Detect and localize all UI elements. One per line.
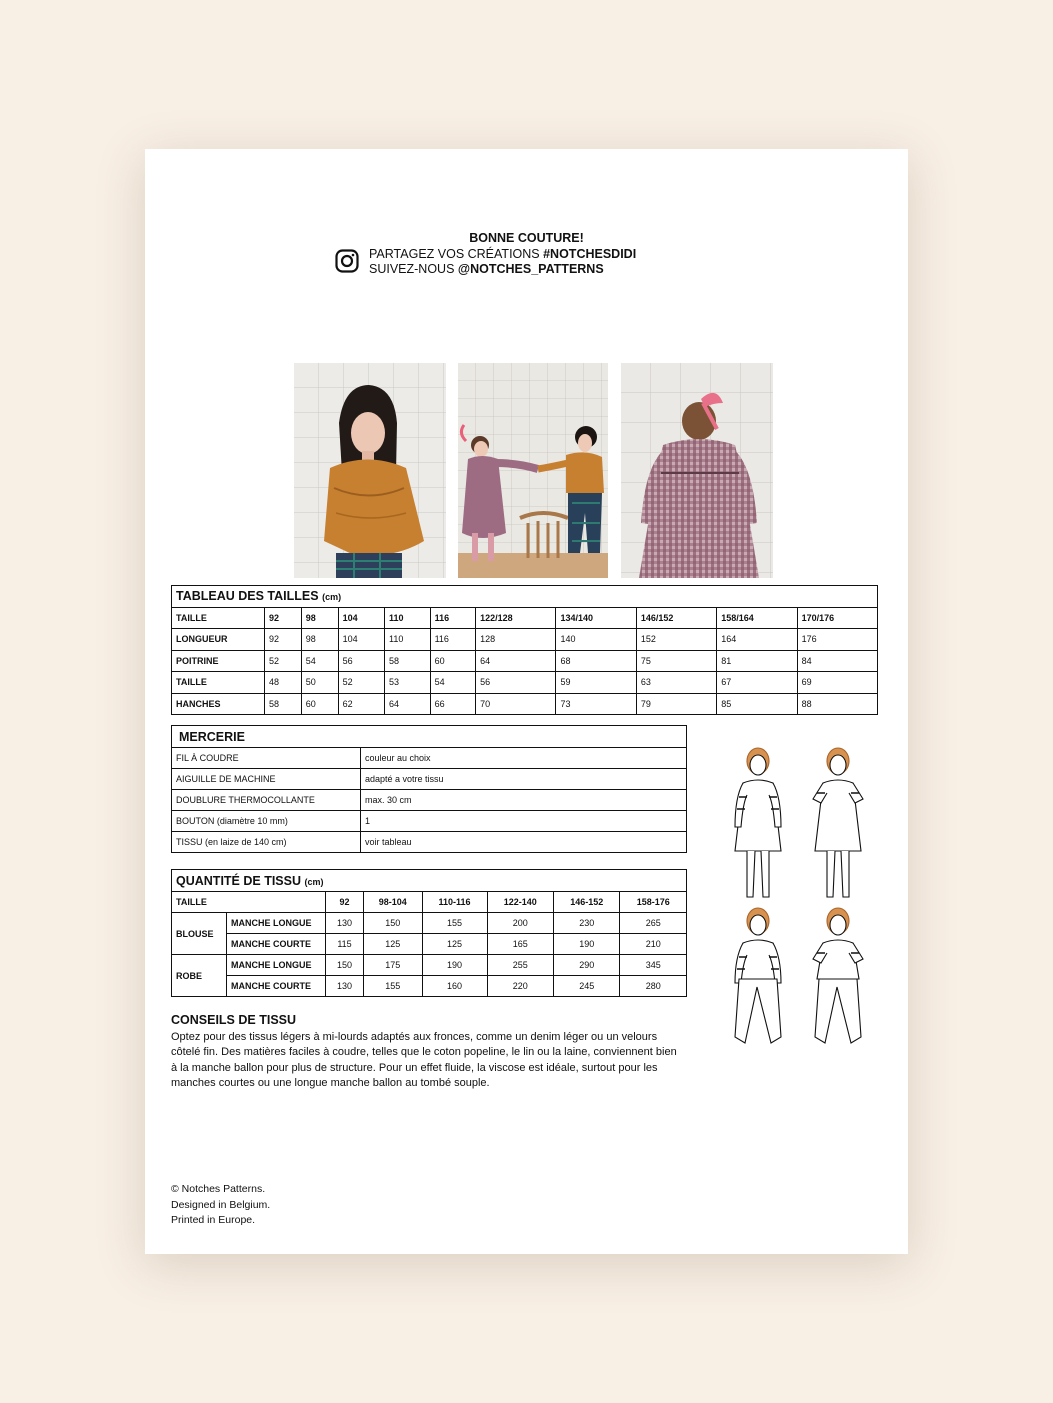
instagram-icon — [335, 249, 359, 273]
sketch-blouse-long — [735, 908, 781, 1043]
quantity-cell: 290 — [553, 955, 619, 976]
photo-dress-back — [621, 363, 773, 578]
sketch-dress-long — [735, 748, 781, 897]
follow-line — [369, 262, 604, 277]
size-row — [172, 650, 878, 672]
size-cell: 88 — [797, 693, 877, 715]
quantity-cell: 280 — [620, 976, 687, 997]
sketch-blouse-short — [813, 908, 863, 1043]
size-table — [171, 585, 878, 715]
quantity-cell: 115 — [326, 934, 364, 955]
size-table-title-text: TABLEAU DES TAILLES — [176, 589, 319, 604]
quantity-cell: 150 — [364, 913, 423, 934]
quantity-row-label: MANCHE COURTE — [227, 976, 326, 997]
quantity-cell: 125 — [364, 934, 423, 955]
size-cell: 75 — [636, 650, 716, 672]
size-cell: 52 — [338, 672, 384, 694]
size-cell: 53 — [385, 672, 431, 694]
size-cell: 73 — [556, 693, 636, 715]
quantity-cell: 165 — [487, 934, 553, 955]
quantity-size: 92 — [326, 892, 364, 913]
footer — [171, 1182, 270, 1229]
quantity-row — [172, 955, 687, 976]
technical-sketches — [725, 747, 885, 1059]
quantity-group: ROBE — [172, 955, 227, 997]
hashtag: #NOTCHESDIDI — [543, 247, 637, 261]
quantity-cell: 230 — [553, 913, 619, 934]
size-cell: 104 — [338, 607, 384, 629]
quantity-cell: 255 — [487, 955, 553, 976]
size-cell: 164 — [717, 629, 797, 651]
size-row — [172, 629, 878, 651]
size-cell: 52 — [265, 650, 302, 672]
size-cell: 110 — [385, 629, 431, 651]
quantity-cell: 175 — [364, 955, 423, 976]
quantity-header-row — [172, 892, 687, 913]
quantity-cell: 130 — [326, 913, 364, 934]
size-cell: 176 — [797, 629, 877, 651]
size-cell: 59 — [556, 672, 636, 694]
quantity-size: 110-116 — [422, 892, 487, 913]
size-cell: 122/128 — [476, 607, 556, 629]
size-cell: 50 — [301, 672, 338, 694]
quantity-size: 122-140 — [487, 892, 553, 913]
size-cell: 66 — [430, 693, 476, 715]
mercerie-label: AIGUILLE DE MACHINE — [172, 769, 361, 790]
size-row-label: TAILLE — [172, 672, 265, 694]
mercerie-label: TISSU (en laize de 140 cm) — [172, 832, 361, 853]
size-cell: 158/164 — [717, 607, 797, 629]
quantity-row — [172, 934, 687, 955]
size-cell: 110 — [385, 607, 431, 629]
size-cell: 56 — [476, 672, 556, 694]
size-cell: 64 — [476, 650, 556, 672]
mercerie-row — [172, 832, 687, 853]
mercerie-row — [172, 790, 687, 811]
handle: @NOTCHES_PATTERNS — [457, 262, 604, 276]
size-cell: 64 — [385, 693, 431, 715]
quantity-cell: 200 — [487, 913, 553, 934]
quantity-cell: 155 — [422, 913, 487, 934]
quantity-size: 98-104 — [364, 892, 423, 913]
quantity-cell: 265 — [620, 913, 687, 934]
mercerie-label: BOUTON (diamètre 10 mm) — [172, 811, 361, 832]
size-row — [172, 672, 878, 694]
size-row — [172, 607, 878, 629]
quantity-title — [172, 870, 687, 892]
mercerie-row — [172, 769, 687, 790]
quantity-cell: 130 — [326, 976, 364, 997]
size-cell: 62 — [338, 693, 384, 715]
quantity-cell: 155 — [364, 976, 423, 997]
quantity-cell: 220 — [487, 976, 553, 997]
size-cell: 92 — [265, 607, 302, 629]
fabric-advice — [171, 1013, 681, 1091]
size-cell: 152 — [636, 629, 716, 651]
quantity-row — [172, 913, 687, 934]
quantity-cell: 125 — [422, 934, 487, 955]
quantity-row-label: MANCHE LONGUE — [227, 955, 326, 976]
size-cell: 146/152 — [636, 607, 716, 629]
mercerie-label: DOUBLURE THERMOCOLLANTE — [172, 790, 361, 811]
photo-blouse — [294, 363, 446, 578]
quantity-title-text: QUANTITÉ DE TISSU — [176, 873, 302, 888]
size-cell: 98 — [301, 607, 338, 629]
size-cell: 85 — [717, 693, 797, 715]
size-cell: 58 — [265, 693, 302, 715]
size-cell: 69 — [797, 672, 877, 694]
size-cell: 67 — [717, 672, 797, 694]
mercerie-table — [171, 725, 687, 853]
mercerie-body — [172, 748, 687, 853]
size-cell: 54 — [430, 672, 476, 694]
size-cell: 134/140 — [556, 607, 636, 629]
advice-title: CONSEILS DE TISSU — [171, 1013, 297, 1027]
mercerie-value: voir tableau — [361, 832, 687, 853]
quantity-cell: 150 — [326, 955, 364, 976]
header-title: BONNE COUTURE! — [469, 231, 584, 245]
quantity-size-label: TAILLE — [172, 892, 326, 913]
mercerie-row — [172, 748, 687, 769]
size-cell: 92 — [265, 629, 302, 651]
size-row-label: LONGUEUR — [172, 629, 265, 651]
footer-printed: Printed in Europe. — [171, 1214, 256, 1226]
mercerie-value: adapté a votre tissu — [361, 769, 687, 790]
size-cell: 116 — [430, 607, 476, 629]
size-cell: 104 — [338, 629, 384, 651]
quantity-cell: 210 — [620, 934, 687, 955]
mercerie-value: max. 30 cm — [361, 790, 687, 811]
quantity-cell: 160 — [422, 976, 487, 997]
size-cell: 128 — [476, 629, 556, 651]
mercerie-row — [172, 811, 687, 832]
size-cell: 84 — [797, 650, 877, 672]
size-cell: 58 — [385, 650, 431, 672]
quantity-size: 146-152 — [553, 892, 619, 913]
share-prefix: PARTAGEZ VOS CRÉATIONS — [369, 247, 544, 261]
footer-designed: Designed in Belgium. — [171, 1198, 271, 1211]
size-cell: 54 — [301, 650, 338, 672]
size-row-label: POITRINE — [172, 650, 265, 672]
size-cell: 116 — [430, 629, 476, 651]
mercerie-label: FIL À COUDRE — [172, 748, 361, 769]
size-row-label: HANCHES — [172, 693, 265, 715]
footer-copyright: © Notches Patterns. — [171, 1183, 266, 1195]
quantity-row — [172, 976, 687, 997]
size-cell: 68 — [556, 650, 636, 672]
size-table-title — [172, 586, 878, 608]
photo-two-girls — [458, 363, 608, 578]
quantity-row-label: MANCHE COURTE — [227, 934, 326, 955]
advice-text: Optez pour des tissus légers à mi-lourds adaptés aux fronces, comme un denim léger ou un velours côtelé fin. Des matières faciles à coudre, telles que le coton popeline, le lin ou la laine, conviennent bien à la manche ballon pour plus de structure. Pour un effet fluide, la viscose est idéale, surtout pour les manches courtes ou une longue manche ballon au tombé souple. — [171, 1031, 677, 1089]
follow-prefix: SUIVEZ-NOUS — [369, 262, 458, 276]
quantity-group: BLOUSE — [172, 913, 227, 955]
size-cell: 81 — [717, 650, 797, 672]
mercerie-value: 1 — [361, 811, 687, 832]
quantity-cell: 190 — [422, 955, 487, 976]
size-cell: 79 — [636, 693, 716, 715]
size-cell: 60 — [430, 650, 476, 672]
quantity-row-label: MANCHE LONGUE — [227, 913, 326, 934]
quantity-cell: 245 — [553, 976, 619, 997]
pattern-back-page — [145, 149, 908, 1254]
quantity-cell: 345 — [620, 955, 687, 976]
quantity-cell: 190 — [553, 934, 619, 955]
quantity-unit: (cm) — [304, 876, 324, 887]
share-line — [369, 247, 636, 262]
size-cell: 63 — [636, 672, 716, 694]
size-cell: 98 — [301, 629, 338, 651]
quantity-size: 158-176 — [620, 892, 687, 913]
size-cell: 48 — [265, 672, 302, 694]
size-cell: 170/176 — [797, 607, 877, 629]
size-cell: 70 — [476, 693, 556, 715]
size-row — [172, 693, 878, 715]
size-cell: 140 — [556, 629, 636, 651]
quantity-table — [171, 869, 687, 997]
size-row-label: TAILLE — [172, 607, 265, 629]
size-cell: 56 — [338, 650, 384, 672]
sketch-dress-short — [813, 748, 863, 897]
size-table-unit: (cm) — [322, 592, 342, 603]
quantity-body — [172, 892, 687, 997]
size-table-body — [172, 607, 878, 715]
mercerie-value: couleur au choix — [361, 748, 687, 769]
mercerie-title: MERCERIE — [172, 726, 687, 748]
size-cell: 60 — [301, 693, 338, 715]
